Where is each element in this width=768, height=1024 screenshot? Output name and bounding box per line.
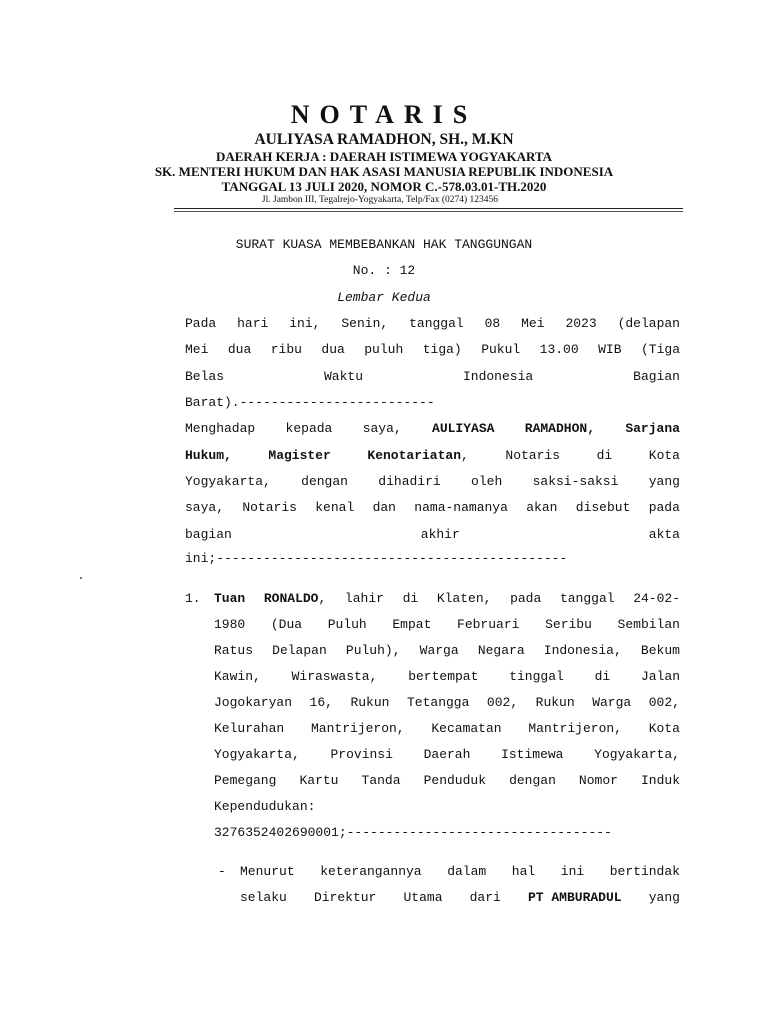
party-line-7: Yogyakarta, Provinsi Daerah Istimewa Yogyakarta, <box>214 747 680 762</box>
opening-line-2: Mei dua ribu dua puluh tiga) Pukul 13.00 WIB (Tiga <box>185 342 680 357</box>
appear-line-6: ini;--------------------------------------------- <box>185 551 568 566</box>
header-rule-thick <box>174 208 683 209</box>
party-line-6: Kelurahan Mantrijeron, Kecamatan Mantrijeron, Kota <box>214 721 680 736</box>
header-rule-thin <box>174 211 683 212</box>
letterhead-title: NOTARIS <box>290 100 478 129</box>
work-area: DAERAH KERJA : DAERAH ISTIMEWA YOGYAKARTA <box>215 149 553 164</box>
party-line-1: Tuan RONALDO, lahir di Klaten, pada tanggal 24-02- <box>214 591 680 606</box>
document-title: SURAT KUASA MEMBEBANKAN HAK TANGGUNGAN <box>235 237 533 252</box>
party-line-9: Kependudukan: <box>214 799 316 814</box>
sub-line-1: Menurut keterangannya dalam hal ini bertindak <box>240 864 680 879</box>
appear-line-2: Hukum, Magister Kenotariatan, Notaris di Kota <box>185 448 680 463</box>
office-address: Jl. Jambon III, Tegalrejo-Yogyakarta, Telp/Fax (0274) 123456 <box>261 195 499 205</box>
sub-line-2: selaku Direktur Utama dari PT AMBURADUL yang <box>240 890 680 905</box>
sheet-label: Lembar Kedua <box>337 290 431 305</box>
party-line-2: 1980 (Dua Puluh Empat Februari Seribu Sembilan <box>214 617 680 632</box>
appear-line-5: bagian akhir akta <box>185 527 680 542</box>
party-line-8: Pemegang Kartu Tanda Penduduk dengan Nomor Induk <box>214 773 680 788</box>
appear-line-4: saya, Notaris kenal dan nama-namanya akan disebut pada <box>185 500 680 515</box>
appear-line-3: Yogyakarta, dengan dihadiri oleh saksi-saksi yang <box>185 474 680 489</box>
stray-mark <box>80 577 82 579</box>
sub-item-dash: - <box>218 864 226 879</box>
party-number: 1. <box>185 591 201 606</box>
decree-date: TANGGAL 13 JULI 2020, NOMOR C.-578.03.01-TH.2020 <box>221 179 547 194</box>
party-line-5: Jogokaryan 16, Rukun Tetangga 002, Rukun Warga 002, <box>214 695 680 710</box>
opening-line-3: Belas Waktu Indonesia Bagian <box>185 369 680 384</box>
party-line-3: Ratus Delapan Puluh), Warga Negara Indonesia, Bekum <box>214 643 680 658</box>
appear-line-1: Menghadap kepada saya, AULIYASA RAMADHON, Sarjana <box>185 421 680 436</box>
notary-name: AULIYASA RAMADHON, SH., M.KN <box>254 131 514 148</box>
party-id-number: 3276352402690001;---------------------------------- <box>214 825 612 840</box>
opening-line-1: Pada hari ini, Senin, tanggal 08 Mei 2023 (delapan <box>185 316 680 331</box>
document-number: No. : 12 <box>352 263 416 278</box>
opening-line-4: Barat).------------------------- <box>185 395 435 410</box>
party-line-4: Kawin, Wiraswasta, bertempat tinggal di Jalan <box>214 669 680 684</box>
decree-line: SK. MENTERI HUKUM DAN HAK ASASI MANUSIA REPUBLIK INDONESIA <box>154 164 614 179</box>
